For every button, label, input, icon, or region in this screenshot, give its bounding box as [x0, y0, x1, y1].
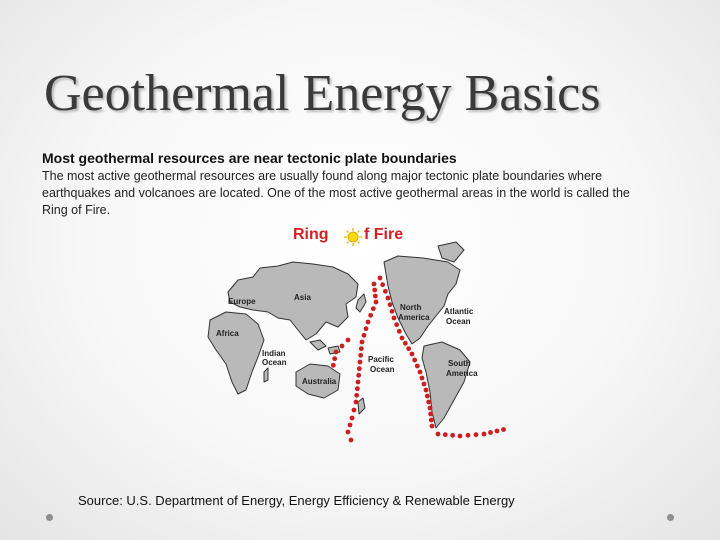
island-madagascar: [264, 368, 268, 382]
ring-of-fire-dot: [350, 416, 355, 421]
world-map-graphic: [198, 222, 538, 470]
ring-of-fire-dot: [346, 430, 351, 435]
ring-of-fire-dot: [428, 406, 433, 411]
map-title-fire: f Fire: [364, 226, 404, 243]
label-atlantic-ocean-1: Atlantic: [444, 307, 474, 316]
ring-of-fire-dot: [406, 346, 411, 351]
slide-subtitle: Most geothermal resources are near tectonic plate boundaries: [42, 150, 457, 166]
ring-of-fire-dot: [340, 344, 345, 349]
ring-of-fire-dot: [443, 432, 448, 437]
ring-of-fire-dot: [346, 338, 351, 343]
continent-north-america: [384, 256, 460, 344]
ring-of-fire-dot: [355, 386, 360, 391]
ring-of-fire-dot: [436, 432, 441, 437]
ring-of-fire-dot: [466, 433, 471, 438]
ring-of-fire-dot: [394, 322, 399, 327]
ring-of-fire-dot: [359, 346, 364, 351]
label-north-america-2: America: [398, 313, 430, 322]
ring-of-fire-dot: [378, 276, 383, 281]
label-pacific-ocean-2: Ocean: [370, 365, 395, 374]
label-asia: Asia: [294, 293, 311, 302]
ring-of-fire-dot: [348, 423, 353, 428]
ring-of-fire-dot: [422, 382, 427, 387]
ring-of-fire-dot: [488, 430, 493, 435]
ring-of-fire-dot: [403, 341, 408, 346]
source-citation: Source: U.S. Department of Energy, Energy Efficiency & Renewable Energy: [78, 493, 515, 508]
ring-of-fire-dot: [425, 394, 430, 399]
ring-of-fire-dot: [372, 288, 377, 293]
continent-africa: [208, 312, 264, 394]
ring-of-fire-dot: [397, 329, 402, 334]
ring-of-fire-dot: [357, 366, 362, 371]
ring-of-fire-dot: [356, 380, 361, 385]
ring-of-fire-dot: [373, 294, 378, 299]
corner-dot-right: [667, 514, 674, 521]
ring-of-fire-dot: [354, 400, 359, 405]
ring-of-fire-dot: [358, 360, 363, 365]
label-australia: Australia: [302, 377, 337, 386]
ring-of-fire-dot: [334, 350, 339, 355]
map-title-ring: Ring: [293, 226, 329, 243]
ring-of-fire-dot: [420, 376, 425, 381]
ring-of-fire-dot: [364, 326, 369, 331]
label-atlantic-ocean-2: Ocean: [446, 317, 471, 326]
label-south-america-2: America: [446, 369, 478, 378]
ring-of-fire-dot: [412, 358, 417, 363]
label-indian-ocean-2: Ocean: [262, 358, 287, 367]
ring-of-fire-dot: [368, 313, 373, 318]
ring-of-fire-dot: [428, 412, 433, 417]
slide-body-text: The most active geothermal resources are usually found along major tectonic plate boundaries where earthquakes and volcanoes are located. One of the most active geothermal areas in the world is called the Ring of Fire.: [42, 169, 630, 217]
ring-of-fire-dot: [415, 364, 420, 369]
corner-dot-left: [46, 514, 53, 521]
ring-of-fire-dot: [356, 373, 361, 378]
ring-of-fire-dot: [352, 408, 357, 413]
ring-of-fire-dot: [349, 438, 354, 443]
ring-of-fire-dot: [371, 306, 376, 311]
ring-of-fire-map: [198, 222, 538, 470]
ring-of-fire-dot: [495, 429, 500, 434]
ring-of-fire-dot: [383, 289, 388, 294]
island-greenland: [438, 242, 464, 262]
ring-of-fire-dot: [400, 336, 405, 341]
slide-title: Geothermal Energy Basics: [44, 65, 601, 122]
ring-of-fire-dot: [426, 400, 431, 405]
ring-of-fire-dot: [358, 353, 363, 358]
ring-of-fire-dot: [450, 433, 455, 438]
ring-of-fire-dot: [372, 282, 377, 287]
ring-of-fire-dot: [388, 302, 393, 307]
ring-of-fire-dot: [392, 316, 397, 321]
ring-of-fire-dot: [458, 434, 463, 439]
ring-of-fire-dot: [331, 363, 336, 368]
label-europe: Europe: [228, 297, 256, 306]
ring-of-fire-dot: [362, 333, 367, 338]
ring-of-fire-dot: [390, 309, 395, 314]
ring-of-fire-dot: [410, 352, 415, 357]
island-new-zealand: [358, 398, 365, 414]
ring-of-fire-dot: [380, 282, 385, 287]
ring-of-fire-dot: [360, 340, 365, 345]
ring-of-fire-dot: [332, 356, 337, 361]
ring-of-fire-dot: [430, 424, 435, 429]
label-south-america-1: South: [448, 359, 471, 368]
ring-of-fire-dot: [482, 432, 487, 437]
label-indian-ocean-1: Indian: [262, 349, 286, 358]
ring-of-fire-dot: [354, 393, 359, 398]
ring-of-fire-dot: [374, 300, 379, 305]
ring-of-fire-dot: [366, 320, 371, 325]
ring-of-fire-dot: [501, 427, 506, 432]
ring-of-fire-dot: [386, 296, 391, 301]
ring-of-fire-dot: [474, 432, 479, 437]
label-pacific-ocean-1: Pacific: [368, 355, 394, 364]
label-africa: Africa: [216, 329, 239, 338]
island-japan: [356, 294, 366, 312]
ring-of-fire-dot: [424, 388, 429, 393]
label-north-america-1: North: [400, 303, 422, 312]
ring-of-fire-dot: [418, 370, 423, 375]
ring-of-fire-dot: [429, 418, 434, 423]
